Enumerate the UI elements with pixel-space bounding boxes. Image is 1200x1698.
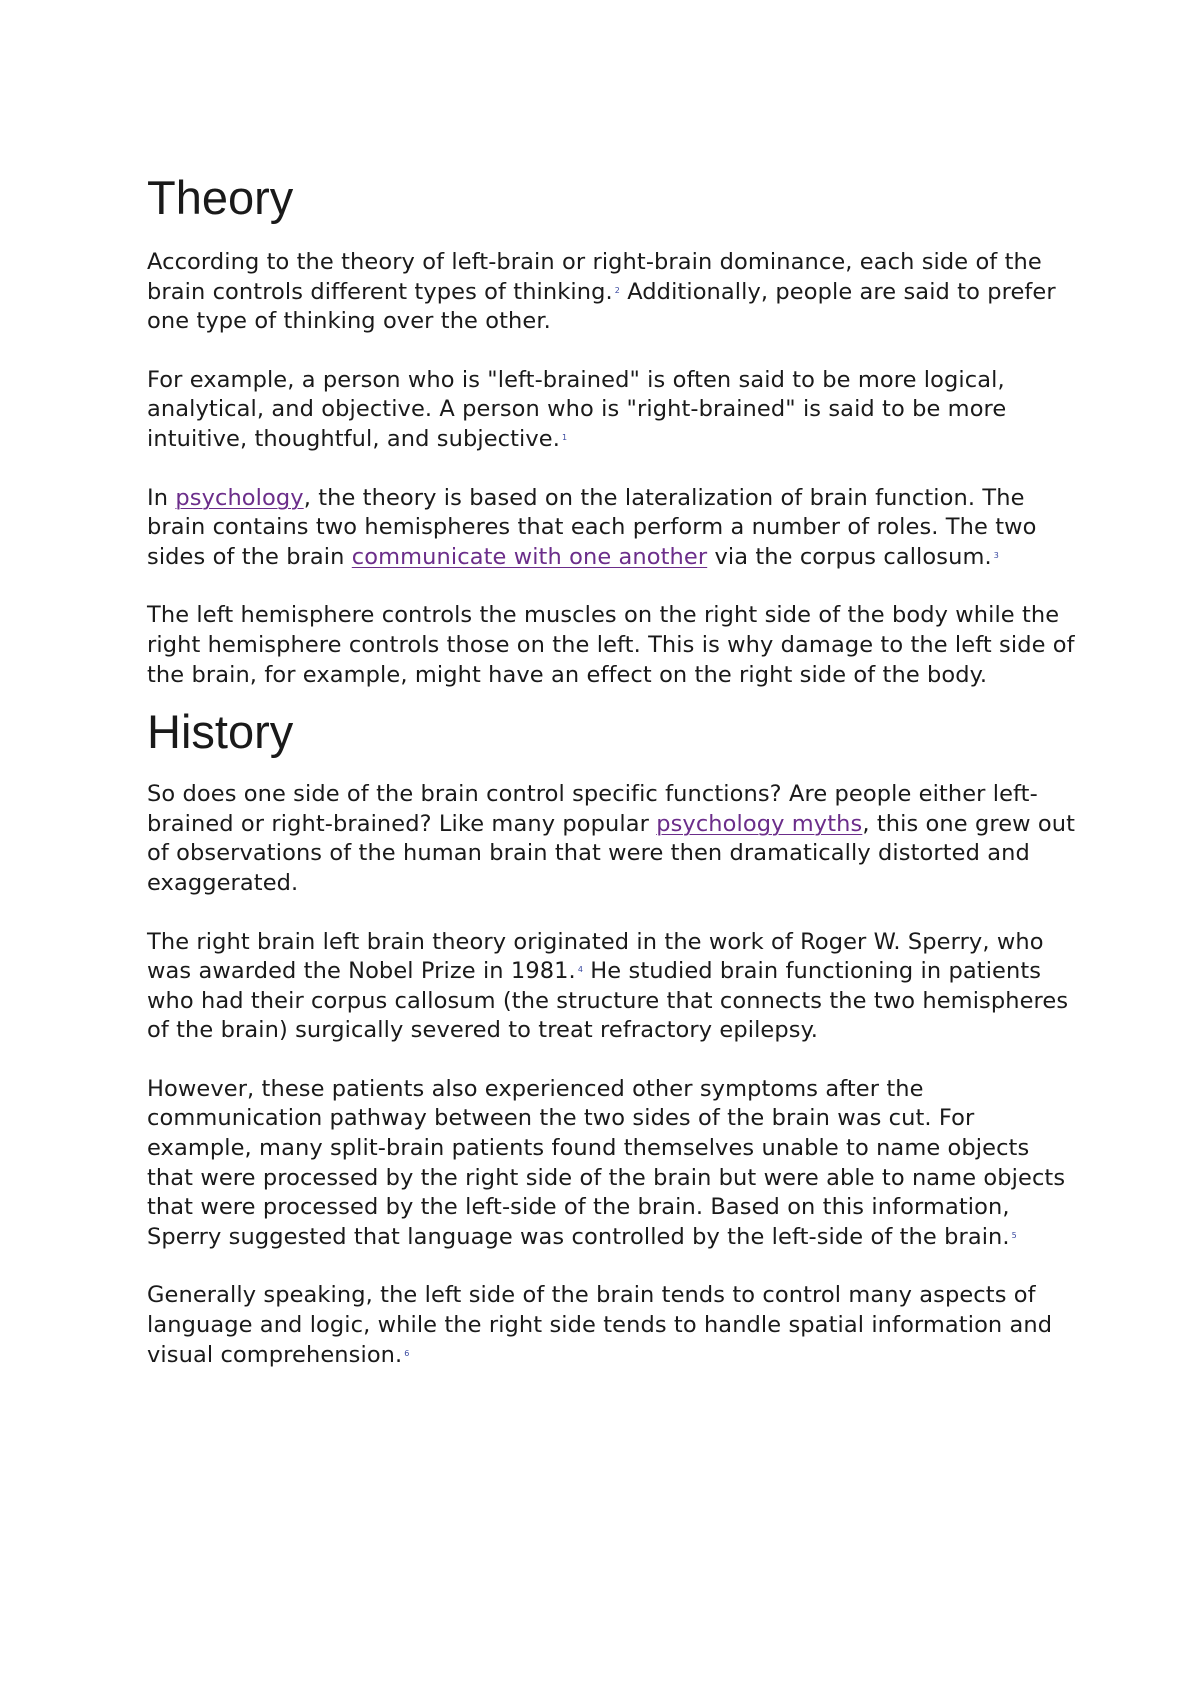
paragraph-text: Additionally, people are said to prefer one type of thinking over the other. xyxy=(147,278,1056,335)
paragraph-text: According to the theory of left-brain or right-brain dominance, each side of the brain controls different types of thinking. xyxy=(147,249,1042,305)
paragraph-text: So does one side of the brain control specific functions? Are people either left-brained or right-brained? Like many popular xyxy=(147,781,1038,837)
history-paragraph-4 xyxy=(147,1281,1077,1370)
theory-paragraph-1 xyxy=(147,248,1077,337)
history-paragraph-2 xyxy=(147,928,1077,1046)
paragraph-text: The right brain left brain theory originated in the work of Roger W. Sperry, who was awarded the Nobel Prize in 1981. xyxy=(147,928,1044,985)
paragraph-text: , the theory is based on the lateralization of brain function. The brain contains two hemispheres that each perform a number of roles. The two sides of the brain xyxy=(147,484,1037,570)
section-heading-theory: Theory xyxy=(147,171,294,224)
paragraph-text: , this one grew out of observations of the human brain that were then dramatically distorted and exaggerated. xyxy=(147,810,1076,896)
document-body xyxy=(147,170,1077,1370)
theory-paragraph-2 xyxy=(147,366,1077,455)
paragraph-text: Generally speaking, the left side of the brain tends to control many aspects of language and logic, while the right side tends to handle spatial information and visual comprehension. xyxy=(147,1282,1053,1368)
footnote-marker-5[interactable]: 5 xyxy=(1011,1230,1017,1240)
theory-paragraph-3 xyxy=(147,484,1077,573)
paragraph-text: For example, a person who is "left-brained" is often said to be more logical, analytical, and objective. A person who is "right-brained" is said to be more intuitive, thoughtful, and subjective. xyxy=(147,366,1007,452)
footnote-marker-1[interactable]: 1 xyxy=(562,432,568,442)
psychology-myths-link[interactable]: psychology myths xyxy=(656,810,863,837)
footnote-marker-4[interactable]: 4 xyxy=(577,965,584,975)
communicate-with-one-another-link[interactable]: communicate with one another xyxy=(351,543,708,570)
section-heading-history: History xyxy=(147,705,294,759)
paragraph-text: In xyxy=(147,484,176,511)
paragraph-text: The left hemisphere controls the muscles on the right side of the body while the right hemisphere controls those on the left. This is why damage to the left side of the brain, for example, might have an effect on the right side of the body. xyxy=(147,602,1075,688)
theory-paragraph-4 xyxy=(147,601,1077,690)
history-paragraph-3 xyxy=(147,1075,1077,1253)
footnote-marker-3[interactable]: 3 xyxy=(993,550,999,560)
psychology-link[interactable]: psychology xyxy=(175,484,304,511)
paragraph-text: via the corpus callosum. xyxy=(707,543,992,570)
paragraph-text: He studied brain functioning in patients who had their corpus callosum (the structure that connects the two hemispheres of the brain) surgically severed to treat refractory epilepsy. xyxy=(147,958,1069,1044)
footnote-marker-2[interactable]: 2 xyxy=(614,285,620,295)
history-paragraph-1 xyxy=(147,780,1077,898)
paragraph-text: However, these patients also experienced other symptoms after the communication pathway between the two sides of the brain was cut. For example, many split-brain patients found themselves unable to name objects that were processed by the right side of the brain but were able to name objects that were processed by the left-side of the brain. Based on this information, Sperry suggested that language was controlled by the left-side of the brain. xyxy=(147,1075,1066,1250)
footnote-marker-6[interactable]: 6 xyxy=(404,1348,410,1358)
